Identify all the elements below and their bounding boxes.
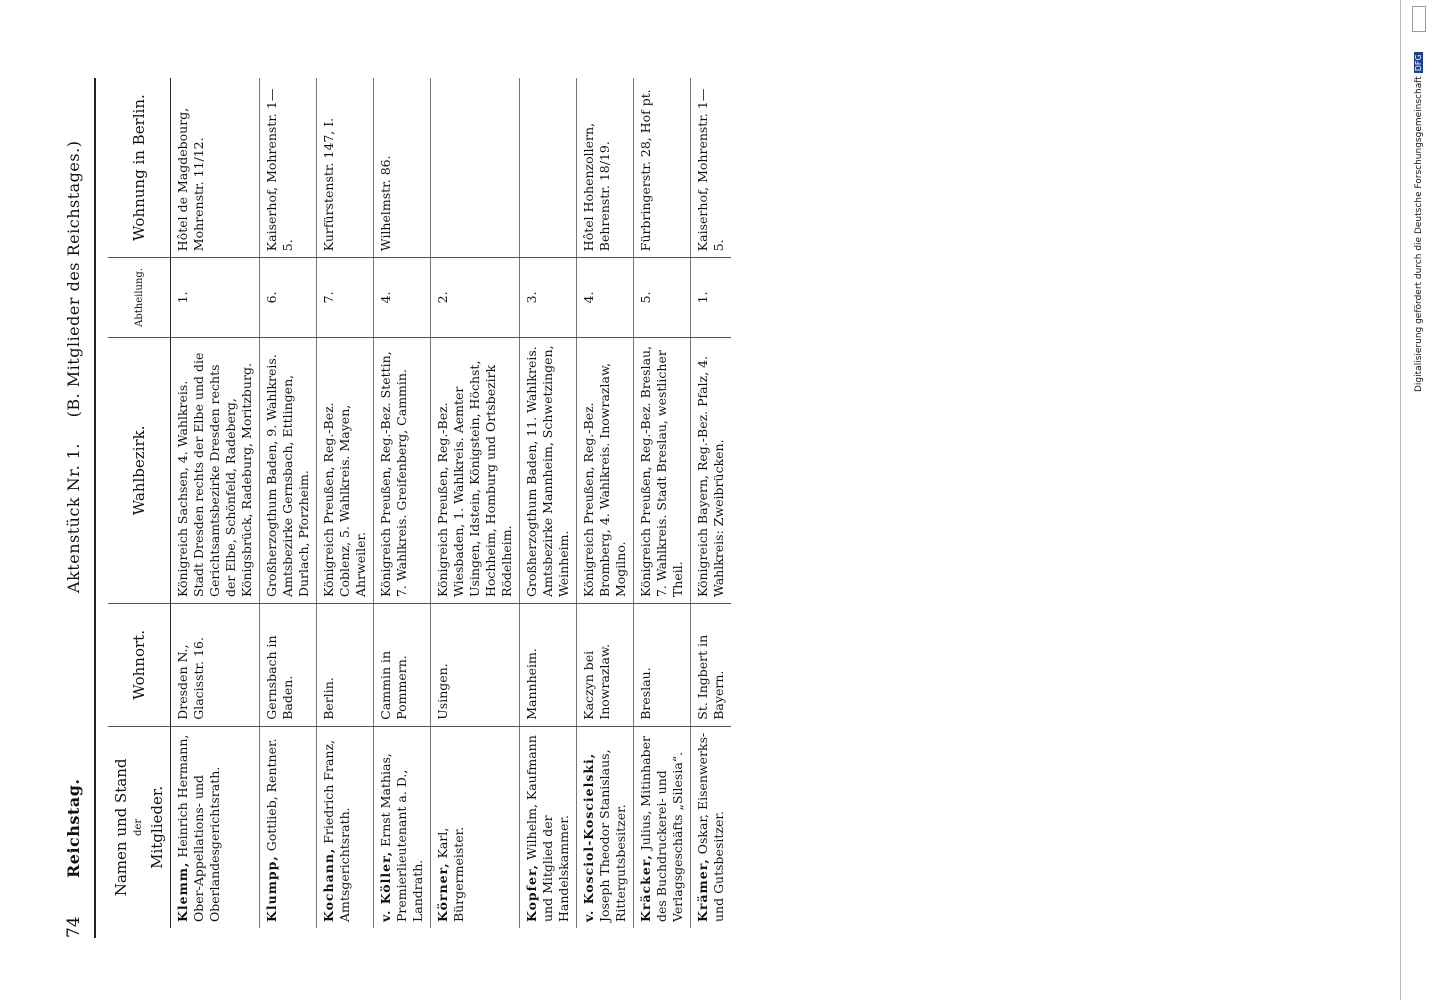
header-name-der: der	[133, 818, 144, 836]
header-ort: Wohnort.	[108, 604, 171, 727]
table-row	[634, 78, 691, 928]
cell-name	[317, 726, 374, 928]
cell-wohnung	[431, 78, 520, 258]
cell-bezirk: Königreich Preußen, Reg.-Bez. Stettin, 7. Wahlkreis. Greifenberg, Cammin.	[374, 337, 431, 603]
cell-ort: Dresden N., Glacisstr. 16.	[171, 604, 260, 727]
table-row	[374, 78, 431, 928]
cell-bezirk: Königreich Preußen, Reg.-Bez. Coblenz, 5. Wahlkreis. Mayen, Ahrweiler.	[317, 337, 374, 603]
cell-abteilung: 5.	[634, 258, 691, 337]
rotated-sheet	[64, 58, 1340, 938]
cell-ort: Mannheim.	[520, 604, 577, 727]
header-middle: Aktenstück Nr. 1.	[64, 442, 83, 593]
table-row	[317, 78, 374, 928]
cell-abteilung: 1.	[171, 258, 260, 337]
cell-wohnung	[520, 78, 577, 258]
cell-wohnung: Hôtel de Magdebourg, Mohrenstr. 11/12.	[171, 78, 260, 258]
cell-wohnung: Hôtel Hohenzollern, Behrenstr. 18/19.	[577, 78, 634, 258]
member-details: Ernst Mathias, Premierlieutenant a. D., Landrath.	[378, 753, 425, 922]
cell-bezirk: Großherzogthum Baden, 11. Wahlkreis. Amtsbezirke Mannheim, Schwetzingen, Weinheim.	[520, 337, 577, 603]
cell-ort: St. Ingbert in Bayern.	[691, 604, 732, 727]
dfg-notice	[1414, 18, 1428, 392]
header-bezirk: Wahlbezirk.	[108, 337, 171, 603]
cell-wohnung: Kurfürstenstr. 147, I.	[317, 78, 374, 258]
cell-ort: Berlin.	[317, 604, 374, 727]
header-left: Reichstag.	[64, 778, 83, 878]
member-details: Julius, Mitinhaber des Buchdruckerei- und Verlagsgeschäfts „Silesia“.	[638, 735, 685, 922]
cell-abteilung: 4.	[374, 258, 431, 337]
cell-wohnung: Wilhelmstr. 86.	[374, 78, 431, 258]
running-header	[64, 78, 83, 878]
header-name	[108, 726, 171, 928]
member-details: Oskar, Eisenwerks- und Gutsbesitzer.	[695, 732, 726, 922]
table-row	[520, 78, 577, 928]
header-rule	[94, 78, 96, 938]
header-right: (B. Mitglieder des Reichstages.)	[64, 140, 83, 418]
cell-abteilung: 7.	[317, 258, 374, 337]
cell-bezirk: Königreich Sachsen, 4. Wahlkreis. Stadt Dresden rechts der Elbe und die Gerichtsamtsbezirke Dresden rechts der Elbe, Schönfeld, Radeberg, Königsbrück, Radeburg, Moritzburg.	[171, 337, 260, 603]
member-details: Gottlieb, Rentner.	[264, 738, 279, 852]
scan-edge-line	[1400, 0, 1401, 1000]
cell-bezirk: Großherzogthum Baden, 9. Wahlkreis. Amtsbezirke Gernsbach, Ettlingen, Durlach, Pforzheim.	[260, 337, 317, 603]
dfg-logo-icon: DFG	[1414, 54, 1423, 72]
member-details: Karl, Bürgermeister.	[435, 826, 466, 922]
table-row	[577, 78, 634, 928]
header-name-title: Namen und Stand	[112, 758, 130, 897]
cell-ort: Gernsbach in Baden.	[260, 604, 317, 727]
cell-abteilung: 4.	[577, 258, 634, 337]
members-table	[108, 78, 731, 928]
member-details: Wilhelm, Kaufmann und Mitglied der Handelskammer.	[524, 735, 571, 922]
cell-bezirk: Königreich Preußen, Reg.-Bez. Bromberg, 4. Wahlkreis. Inowrazlaw, Mogilno.	[577, 337, 634, 603]
member-name: Krämer,	[695, 858, 710, 922]
cell-abteilung: 3.	[520, 258, 577, 337]
header-wohnung: Wohnung in Berlin.	[108, 78, 171, 258]
member-name: Kopfer,	[524, 863, 539, 922]
header-abteilung: Abtheilung.	[108, 258, 171, 337]
dfg-notice-text: Digitalisierung gefördert durch die Deutsche Forschungsgemeinschaft	[1414, 76, 1424, 392]
member-name: Kräcker,	[638, 854, 653, 922]
cell-name	[431, 726, 520, 928]
cell-abteilung: 6.	[260, 258, 317, 337]
member-details: Joseph Theodor Stanislaus, Rittergutsbesitzer.	[597, 749, 628, 922]
cell-wohnung: Fürbringerstr. 28, Hof pt.	[634, 78, 691, 258]
cell-abteilung: 2.	[431, 258, 520, 337]
table-header-row	[108, 78, 171, 928]
table-row	[171, 78, 260, 928]
header-name-sub: Mitglieder.	[148, 785, 166, 869]
cell-bezirk: Königreich Preußen, Reg.-Bez. Breslau, 7. Wahlkreis. Stadt Breslau, westlicher Theil.	[634, 337, 691, 603]
cell-ort: Kaczyn bei Inowrazlaw.	[577, 604, 634, 727]
cell-abteilung: 1.	[691, 258, 732, 337]
member-name: Klemm,	[175, 861, 190, 922]
cell-wohnung: Kaiserhof, Mohrenstr. 1—5.	[260, 78, 317, 258]
member-details: Heinrich Hermann, Ober-Appellations- und Oberlandesgerichtsrath.	[175, 734, 222, 922]
cell-ort: Breslau.	[634, 604, 691, 727]
cell-name	[374, 726, 431, 928]
table-row	[691, 78, 732, 928]
page-number: 74	[64, 916, 84, 938]
cell-name	[171, 726, 260, 928]
cell-name	[520, 726, 577, 928]
member-name: Klumpp,	[264, 855, 279, 922]
table-row	[431, 78, 520, 928]
member-name: Körner,	[435, 862, 450, 922]
member-name: v. Köller,	[378, 850, 393, 922]
table-row	[260, 78, 317, 928]
member-name: Kochann,	[321, 847, 336, 922]
member-name: v. Kosciol-Koscielski,	[581, 752, 596, 922]
cell-bezirk: Königreich Bayern, Reg.-Bez. Pfalz, 4. Wahlkreis: Zweibrücken.	[691, 337, 732, 603]
cell-name	[691, 726, 732, 928]
member-details: Friedrich Franz, Amtsgerichtsrath.	[321, 739, 352, 922]
cell-bezirk: Königreich Preußen, Reg.-Bez. Wiesbaden, 1. Wahlkreis. Aemter Usingen, Idstein, Königstein, Höchst, Hochheim, Homburg und Ortsbezirk Rödelheim.	[431, 337, 520, 603]
cell-name	[577, 726, 634, 928]
cell-ort: Usingen.	[431, 604, 520, 727]
cell-ort: Cammin in Pommern.	[374, 604, 431, 727]
cell-wohnung: Kaiserhof, Mohrenstr. 1—5.	[691, 78, 732, 258]
cell-name	[260, 726, 317, 928]
cell-name	[634, 726, 691, 928]
